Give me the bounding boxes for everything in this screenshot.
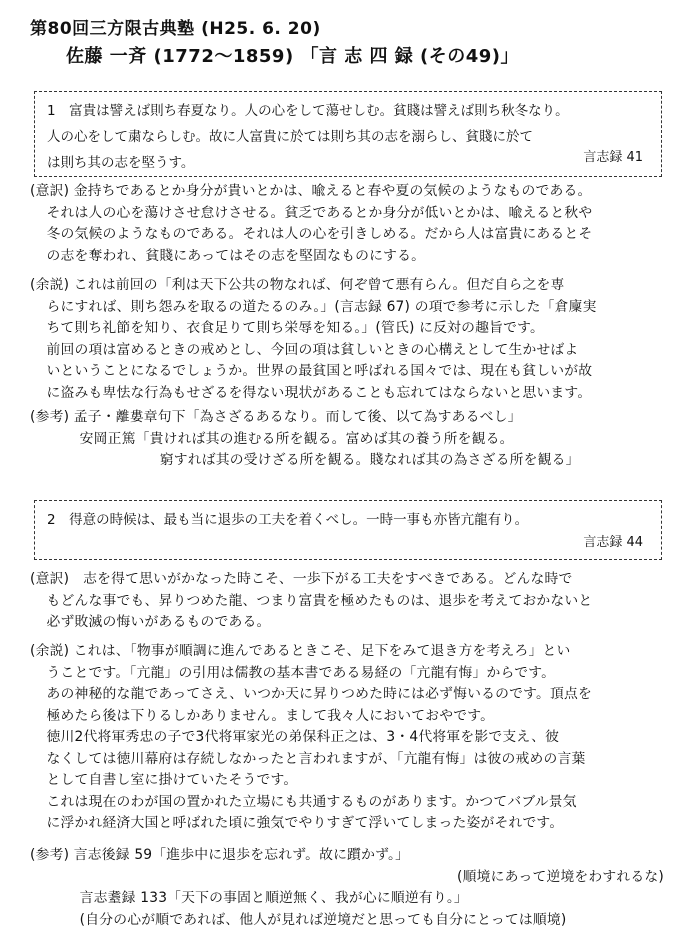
quote-box-2 (34, 500, 662, 560)
commentary-line: (余説) これは前回の「利は天下公共の物なれば、何ぞ曾て悪有らん。但だ自ら之を専 (30, 277, 565, 293)
reference-line: 安岡正篤「貴ければ其の進むる所を観る。富めば其の養う所を観る。 (79, 430, 514, 447)
commentary-line: ちて則ち礼節を知り、衣食足りて則ち栄辱を知る。」(管氏) に反対の趣旨です。 (46, 320, 545, 336)
quote-line: は則ち其の志を堅うす。 (47, 155, 195, 171)
header-line-1: 第80回三方限古典塾 (H25. 6. 20) (30, 19, 321, 39)
translation-line: 冬の気候のようなものである。それは人の心を引きしめる。だから人は富貴にあるとそ (46, 226, 593, 242)
commentary-line: あの神秘的な龍であってさえ、いつか天に昇りつめた時には必ず悔いるのです。頂点を (46, 686, 593, 702)
commentary-line: なくしては徳川幕府は存続しなかったと言われますが、「亢龍有悔」は彼の戒めの言葉 (46, 750, 586, 767)
translation-2 (30, 569, 676, 634)
commentary-line: に盗みも卑怯な行為もせざるを得ない現状があることも忘れてはならないと思います。 (46, 384, 592, 401)
header-line-2: 佐藤 一斉 (1772〜1859) 「言 志 四 録 (その49)」 (66, 46, 520, 67)
commentary-2 (30, 641, 676, 835)
quote-line: 人の心をして粛ならしむ。故に人富貴に於ては則ち其の志を溺らし、貧賤に於て (47, 129, 533, 145)
commentary-line: 徳川2代将軍秀忠の子で3代将軍家光の弟保科正之は、3・4代将軍を影で支え、彼 (46, 729, 560, 745)
commentary-line: (余説) これは、「物事が順調に進んであるときこそ、足下をみて退き方を考えろ」とい (30, 643, 571, 659)
commentary-line: これは現在のわが国の置かれた立場にも共通するものがあります。かつてバブル景気 (46, 793, 577, 810)
translation-1 (30, 181, 676, 267)
commentary-line: 極めたら後は下りるしかありません。まして我々人においておやです。 (46, 707, 495, 724)
translation-line: の志を奪われ、貧賤にあってはその志を堅固なものにする。 (46, 247, 426, 264)
commentary-1 (30, 275, 676, 404)
translation-line: もどんな事でも、昇りつめた龍、つまり富貴を極めたものは、退歩を考えておかないと (46, 592, 593, 609)
reference-line: (参考) 言志後録 59「進歩中に退歩を忘れず。故に躓かず。」 (30, 847, 410, 863)
commentary-line: らにすれば、則ち怨みを取るの道たるのみ。」(言志録 67) の項で参考に示した「倉廩実 (46, 298, 597, 315)
commentary-line: 前回の項は富めるときの戒めとし、今回の項は貧しいときの心構えとして生かせばよ (46, 341, 579, 358)
reference-line: 言志耋録 133「天下の事固と順逆無く、我が心に順逆有り。」 (79, 890, 468, 906)
commentary-line: として自書し室に掛けていたそうです。 (46, 772, 298, 788)
quote-line: 1 富貴は譬えば則ち春夏なり。人の心をして蕩せしむ。貧賤は譬えば則ち秋冬なり。 (47, 103, 569, 119)
reference-line: (参考) 孟子・離婁章句下「為さざるあるなり。而して後、以て為すあるべし」 (30, 409, 522, 425)
quote-line: 2 得意の時候は、最も当に退歩の工夫を着くべし。一時一事も亦皆亢龍有り。 (47, 512, 529, 528)
translation-line: (意訳) 志を得て思いがかなった時こそ、一歩下がる工夫をすべきである。どんな時で (30, 571, 573, 587)
reference-line: (自分の心が順であれば、他人が見れば逆境だと思っても自分にとっては順境) (79, 911, 567, 928)
quote-ref: 言志録 44 (583, 535, 643, 550)
translation-line: (意訳) 金持ちであるとか身分が貴いとかは、喩えると春や夏の気候のようなものである。 (30, 183, 592, 199)
commentary-line: に浮かれ経済大国と呼ばれた頃に強気でやりすぎて浮いてしまった姿がそれです。 (46, 815, 564, 831)
reference-line: 窮すれば其の受けざる所を観る。賤なれば其の為さざる所を観る」 (159, 452, 580, 468)
reference-1 (30, 407, 676, 472)
quote-ref: 言志録 41 (583, 150, 643, 165)
translation-line: それは人の心を蕩けさせ怠けさせる。貧乏であるとか身分が低いとかは、喩えると秋や (46, 204, 593, 221)
commentary-line: いということになるでしょうか。世界の最貧国と呼ばれる国々では、現在も貧しいが故 (46, 363, 593, 379)
translation-line: 必ず敗滅の悔いがあるものである。 (46, 614, 271, 630)
quote-box-1 (34, 91, 662, 177)
commentary-line: うことです。「亢龍」の引用は儒教の基本書である易経の「亢龍有悔」からです。 (46, 664, 556, 681)
reference-line: (順境にあって逆境をわすれるな) (457, 868, 664, 885)
reference-2 (30, 845, 676, 931)
